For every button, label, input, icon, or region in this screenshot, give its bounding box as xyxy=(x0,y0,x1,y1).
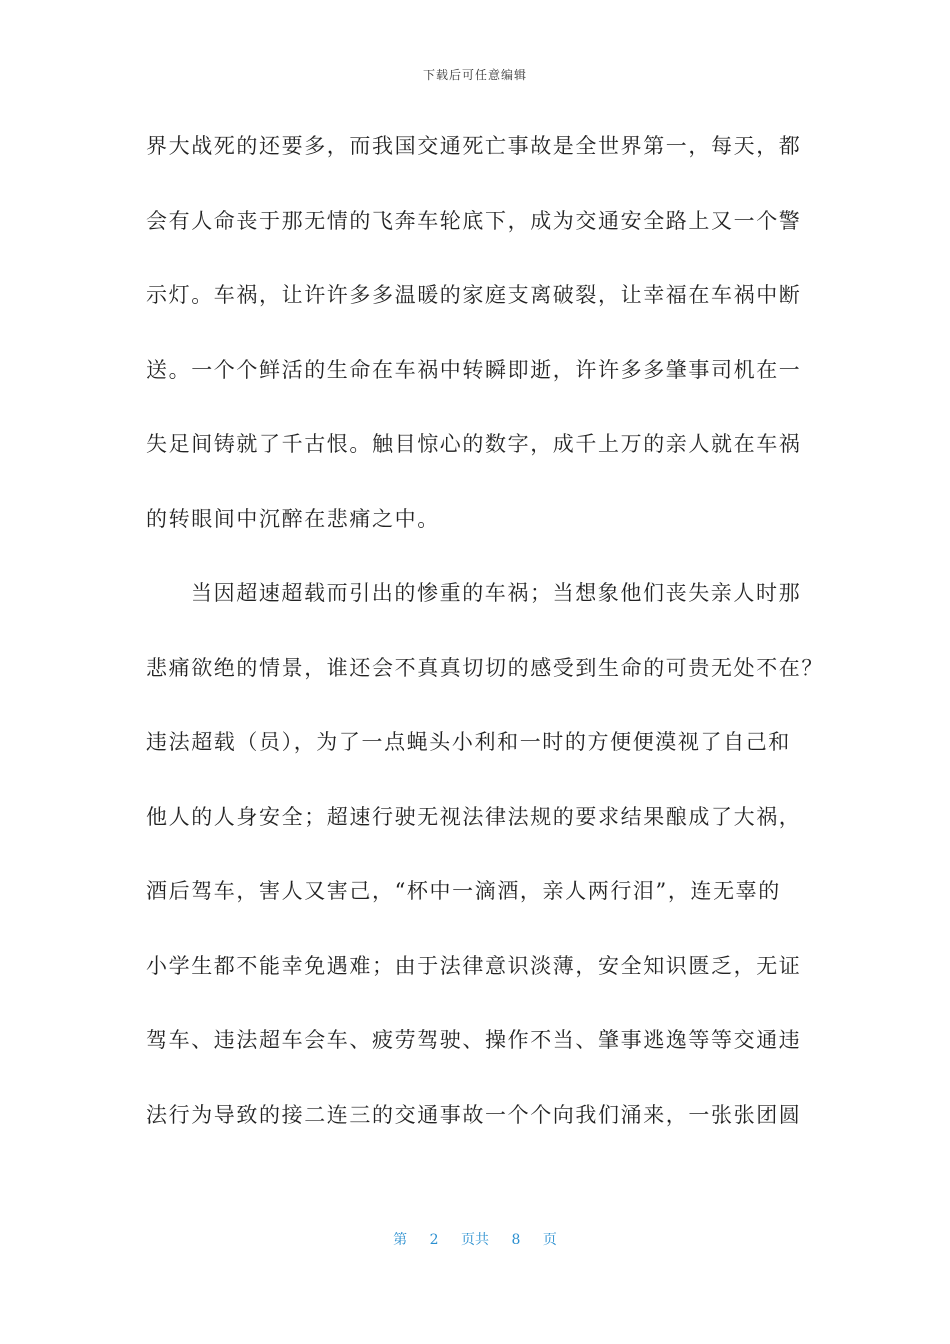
body-line: 驾车、违法超车会车、疲劳驾驶、操作不当、肇事逃逸等等交通违 xyxy=(146,1028,802,1052)
body-line: 失足间铸就了千古恨。触目惊心的数字，成千上万的亲人就在车祸 xyxy=(146,432,802,456)
document-body xyxy=(146,126,824,1169)
body-line: 界大战死的还要多，而我国交通死亡事故是全世界第一，每天，都 xyxy=(146,134,802,158)
body-line: 示灯。车祸，让许许多多温暖的家庭支离破裂，让幸福在车祸中断 xyxy=(146,283,802,307)
body-line: 酒后驾车，害人又害己，“杯中一滴酒，亲人两行泪”，连无辜的 xyxy=(146,879,781,903)
body-line: 法行为导致的接二连三的交通事故一个个向我们涌来，一张张团圆 xyxy=(146,1102,802,1127)
footer-suffix: 页 xyxy=(542,1232,557,1248)
body-line: 的转眼间中沉醉在悲痛之中。 xyxy=(146,506,440,531)
header-text: 下载后可任意编辑 xyxy=(422,68,527,82)
footer-prefix: 第 xyxy=(393,1232,408,1248)
total-page-number: 8 xyxy=(511,1232,521,1248)
page-header xyxy=(0,66,950,83)
body-line: 他人的人身安全；超速行驶无视法律法规的要求结果酿成了大祸， xyxy=(146,804,802,829)
page-footer xyxy=(0,1229,950,1249)
body-line: 悲痛欲绝的情景，谁还会不真真切切的感受到生命的可贵无处不在？ xyxy=(146,655,824,680)
body-line: 小学生都不能幸免遇难；由于法律意识淡薄，安全知识匮乏，无证 xyxy=(146,953,802,978)
current-page-number: 2 xyxy=(429,1232,439,1248)
body-line: 送。一个个鲜活的生命在车祸中转瞬即逝，许许多多肇事司机在一 xyxy=(146,357,802,382)
body-line: 违法超载（员），为了一点蝇头小利和一时的方便便漠视了自己和 xyxy=(146,730,791,754)
body-line: 会有人命丧于那无情的飞奔车轮底下，成为交通安全路上又一个警 xyxy=(146,208,802,233)
footer-middle: 页共 xyxy=(461,1232,489,1248)
paragraph-start-line: 当因超速超载而引出的惨重的车祸；当想象他们丧失亲人时那 xyxy=(191,581,802,605)
